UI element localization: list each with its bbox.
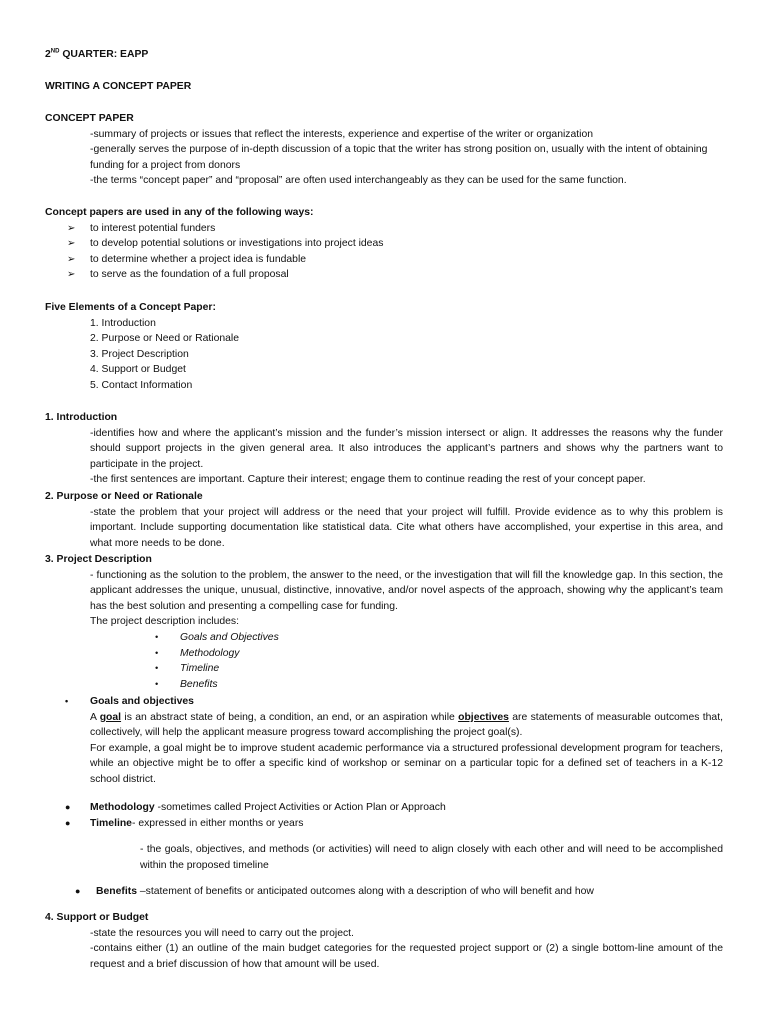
goals-heading-text: Goals and objectives (90, 696, 194, 707)
includes-item-text: Methodology (180, 647, 240, 659)
elements-item: 3. Project Description (90, 348, 189, 360)
goals-heading (45, 694, 723, 710)
project-description-heading: 3. Project Description (45, 554, 152, 565)
bullet-icon: • (155, 678, 159, 689)
timeline-subsection (45, 842, 723, 873)
includes-item (45, 661, 723, 677)
uses-section (45, 205, 723, 283)
methodology-text: -sometimes called Project Activities or Action Plan or Approach (154, 802, 446, 813)
project-description-paragraph: - functioning as the solution to the problem, the answer to the need, or the investigation that will fill the knowledge gap. In this section, the applicant addresses the unique, unusual, distinctive, innovative, and/or novel aspects of the approach, showing why the applicant’s team has the best solution and presenting a compelling case for funding. (90, 569, 723, 612)
concept-heading: CONCEPT PAPER (45, 113, 134, 124)
elements-heading: Five Elements of a Concept Paper: (45, 302, 216, 313)
goals-paragraph (45, 710, 723, 741)
introduction-paragraph: -the first sentences are important. Capture their interest; engage them to continue reading the rest of your concept paper. (90, 474, 646, 486)
benefits-section (45, 884, 723, 900)
includes-item-text: Benefits (180, 678, 218, 690)
includes-item (45, 646, 723, 662)
concept-line: -the terms “concept paper” and “proposal” are often used interchangeably as they can be used for the same function. (90, 175, 627, 187)
bullet-icon: • (155, 631, 159, 642)
concept-line: -generally serves the purpose of in-depth discussion of a topic that the writer has strong position on, usually with the intent of obtaining funding for a project from donors (90, 144, 708, 171)
bullet-icon: • (155, 663, 159, 674)
elements-section (45, 300, 723, 394)
includes-label: The project description includes: (90, 616, 240, 628)
quarter-superscript: ND (50, 48, 60, 55)
purpose-paragraph: -state the problem that your project will address or the need that your project will fulfill. Provide evidence as to why this problem is important. Include supporting documentation like statistical data. Cite what others have accomplished, your expertise in this area, and what more needs to be done. (90, 506, 723, 549)
support-paragraph: -state the resources you will need to carry out the project. (90, 927, 354, 939)
uses-item-text: to serve as the foundation of a full proposal (90, 269, 289, 281)
objectives-term: objectives (458, 711, 509, 723)
goals-section (45, 694, 723, 788)
elements-item: 1. Introduction (90, 317, 156, 329)
uses-item (45, 252, 723, 268)
uses-item-text: to determine whether a project idea is fundable (90, 253, 307, 265)
uses-item (45, 267, 723, 283)
elements-item: 5. Contact Information (90, 379, 193, 391)
methodology-section (45, 800, 723, 831)
arrow-bullet-icon: ➢ (67, 269, 76, 281)
timeline-text: - expressed in either months or years (131, 817, 304, 829)
bullet-icon: ● (65, 817, 71, 828)
uses-item-text: to develop potential solutions or investigations into project ideas (90, 238, 384, 250)
goals-text: are statements of measurable outcomes that, collectively, will help the applicant measure progress toward accomplishing the project goal(s). (90, 711, 723, 739)
goals-text: is an abstract state of being, a condition, an end, or an aspiration while (121, 711, 459, 723)
support-paragraph: -contains either (1) an outline of the main budget categories for the requested project support or (2) a single bottom-line amount of the request and a brief discussion of how that amount will be used. (90, 943, 723, 970)
uses-item (45, 221, 723, 237)
methodology-item (45, 800, 723, 816)
uses-item-text: to interest potential funders (90, 222, 216, 234)
includes-item-text: Timeline (180, 663, 220, 675)
timeline-label: Timeline (90, 817, 132, 829)
project-description-section (45, 552, 723, 692)
support-heading: 4. Support or Budget (45, 912, 149, 923)
goal-term: goal (99, 711, 122, 723)
introduction-paragraph: -identifies how and where the applicant’s mission and the funder’s mission intersect or align. It addresses the reasons why the funder should support projects in the given general area. It also introduces the applicant’s partners and shows why the partners want to participate in the project. (90, 427, 723, 470)
bullet-icon: ● (65, 802, 71, 812)
methodology-label: Methodology (90, 802, 155, 813)
timeline-sub-paragraph: - the goals, objectives, and methods (or activities) will need to align closely with each other and will need to be accomplished within the proposed timeline (140, 844, 723, 871)
introduction-section (45, 410, 723, 488)
goals-text: A (90, 711, 100, 723)
bullet-icon: ● (75, 886, 81, 896)
quarter-label: QUARTER: EAPP (59, 49, 149, 60)
arrow-bullet-icon: ➢ (67, 253, 76, 265)
support-section (45, 910, 723, 972)
concept-line: -summary of projects or issues that reflect the interests, experience and expertise of the writer or organization (90, 128, 594, 140)
arrow-bullet-icon: ➢ (67, 222, 76, 234)
purpose-heading: 2. Purpose or Need or Rationale (45, 491, 203, 502)
includes-item (45, 677, 723, 693)
document-title (45, 79, 723, 95)
purpose-section (45, 489, 723, 551)
bullet-icon: • (65, 696, 69, 706)
goals-example: For example, a goal might be to improve student academic performance via a structured professional development program for teachers, while an objective might be to offer a specific kind of workshop or seminar on a particular topic for a defined set of teachers in a K-12 school district. (90, 742, 723, 785)
quarter-number: 2 (45, 49, 51, 60)
uses-item (45, 236, 723, 252)
title-text: WRITING A CONCEPT PAPER (45, 81, 192, 92)
includes-item (45, 630, 723, 646)
timeline-item (45, 816, 723, 832)
benefits-text: –statement of benefits or anticipated outcomes along with a description of who will benefit and how (137, 886, 594, 897)
introduction-heading: 1. Introduction (45, 412, 118, 423)
elements-item: 4. Support or Budget (90, 364, 186, 376)
bullet-icon: • (155, 647, 159, 658)
elements-item: 2. Purpose or Need or Rationale (90, 333, 240, 345)
benefits-item (45, 884, 723, 900)
concept-section (45, 111, 723, 189)
quarter-heading (45, 47, 723, 63)
uses-heading: Concept papers are used in any of the following ways: (45, 207, 314, 218)
benefits-label: Benefits (96, 886, 137, 897)
arrow-bullet-icon: ➢ (67, 238, 76, 250)
includes-item-text: Goals and Objectives (180, 631, 279, 643)
